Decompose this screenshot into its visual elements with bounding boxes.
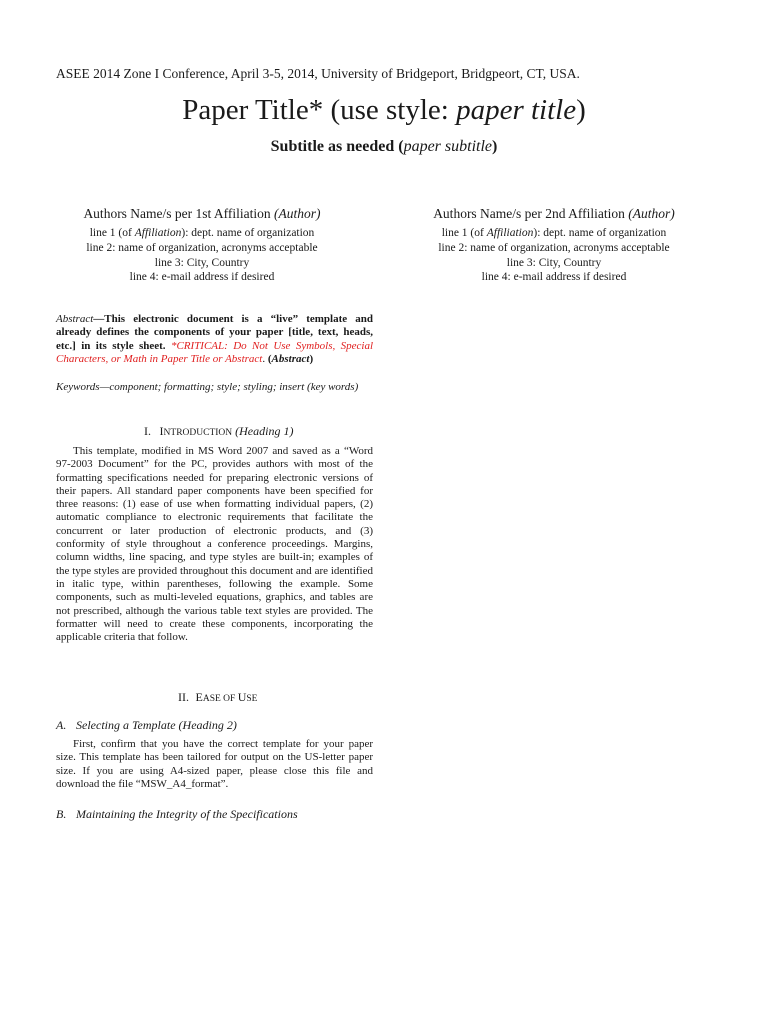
abstract-style-name: Abstract	[271, 352, 310, 365]
heading-initial: I	[159, 424, 164, 438]
heading-initial-2: U	[237, 690, 247, 704]
author-name	[42, 205, 362, 223]
author-line-4: line 4: e-mail address if desired	[129, 271, 275, 284]
author-line-1-style: Affiliation	[134, 227, 182, 239]
introduction-paragraph: This template, modified in MS Word 2007 and saved as a “Word 97-2003 Document” for the PC, provides authors with most of the formatting specifications needed for preparing electronic versions of their papers. All standard paper components have been specified for three reasons: (1) ease of use when formatting individual papers, (2) automatic compliance to electronic requirements that facilitate the concurrent or later production of electronic products, and (3) conformity of style throughout a conference proceedings. Margins, column widths, line spacing, and type styles are built-in; examples of the type styles are provided throughout this document and are identified in italic type, within parentheses, following the example. Some components, such as multi-leveled equations, graphics, and tables are not prescribed, although the various table text styles are provided. The formatter will need to create these components, incorporating the applicable criteria that follow.	[56, 445, 373, 644]
author-name-text: Authors Name/s per 1st Affiliation	[83, 206, 275, 221]
keywords: Keywords—component; formatting; style; styling; insert (key words)	[56, 381, 359, 393]
section-heading-introduction	[56, 424, 373, 439]
author-name-text: Authors Name/s per 2nd Affiliation	[433, 206, 629, 221]
author-line-2: line 2: name of organization, acronyms acceptable	[86, 241, 318, 254]
author-line-3: line 3: City, Country	[154, 256, 250, 269]
author-block-1	[42, 205, 362, 285]
author-line-1-suffix: ): dept. name of organization	[181, 227, 315, 239]
author-line-1	[394, 226, 714, 241]
abstract	[56, 313, 373, 366]
conference-header: ASEE 2014 Zone I Conference, April 3-5, 2014, University of Bridgeport, Bridgpeort, CT, USA.	[56, 66, 580, 81]
paper-title-text: Paper Title* (use style:	[182, 94, 457, 126]
heading-style: (Heading 1)	[232, 424, 294, 438]
heading-rest-2: SE	[246, 694, 258, 704]
heading-rest: ASE OF	[202, 694, 238, 704]
subsection-number: A.	[56, 718, 67, 732]
abstract-label: Abstract	[56, 313, 94, 325]
author-block-2	[394, 205, 714, 285]
author-line-1-prefix: line 1 (of	[89, 227, 135, 239]
author-line-2: line 2: name of organization, acronyms acceptable	[438, 241, 670, 254]
subsection-title: Selecting a Template (Heading 2)	[76, 718, 237, 732]
heading-initial: E	[195, 690, 203, 704]
author-line-1-style: Affiliation	[486, 227, 534, 239]
paper-title-style: paper title	[456, 94, 577, 126]
paper-title	[0, 94, 768, 127]
author-line-1-prefix: line 1 (of	[441, 227, 487, 239]
paper-subtitle-close: )	[492, 138, 498, 155]
subsection-heading-selecting-template	[56, 718, 373, 733]
author-line-3: line 3: City, Country	[506, 256, 602, 269]
author-line-1-suffix: ): dept. name of organization	[533, 227, 667, 239]
abstract-critical-note: *CRITICAL: Do Not Use Symbols, Special Characters, or Math in Paper Title or Abstract	[56, 339, 374, 365]
subsection-title: Maintaining the Integrity of the Specifications	[76, 807, 298, 821]
paper-subtitle-text: Subtitle as needed (	[270, 138, 404, 155]
abstract-style-open: (	[267, 352, 272, 365]
subsection-number: B.	[56, 807, 67, 821]
section-number: II.	[178, 690, 190, 704]
section-number: I.	[144, 424, 152, 438]
author-line-4: line 4: e-mail address if desired	[481, 271, 627, 284]
abstract-period: .	[262, 352, 268, 365]
abstract-style-close: )	[309, 352, 314, 365]
subsection-heading-maintaining-integrity	[56, 807, 373, 822]
paper-title-close: )	[576, 94, 586, 126]
section-heading-ease-of-use	[56, 690, 373, 705]
abstract-body: —This electronic document is a “live” template and already defines the components of your paper [title, text, heads, etc.] in its style sheet.	[56, 313, 373, 352]
paper-subtitle	[0, 138, 768, 156]
author-name	[394, 205, 714, 223]
heading-rest: NTRODUCTION	[163, 428, 233, 438]
author-line-1	[42, 226, 362, 241]
author-name-style: (Author)	[628, 206, 675, 221]
author-name-style: (Author)	[274, 206, 321, 221]
selecting-template-paragraph: First, confirm that you have the correct template for your paper size. This template has been tailored for output on the US-letter paper size. If you are using A4-sized paper, please close this file and download the file “MSW_A4_format”.	[56, 738, 373, 790]
paper-subtitle-style: paper subtitle	[403, 138, 492, 155]
